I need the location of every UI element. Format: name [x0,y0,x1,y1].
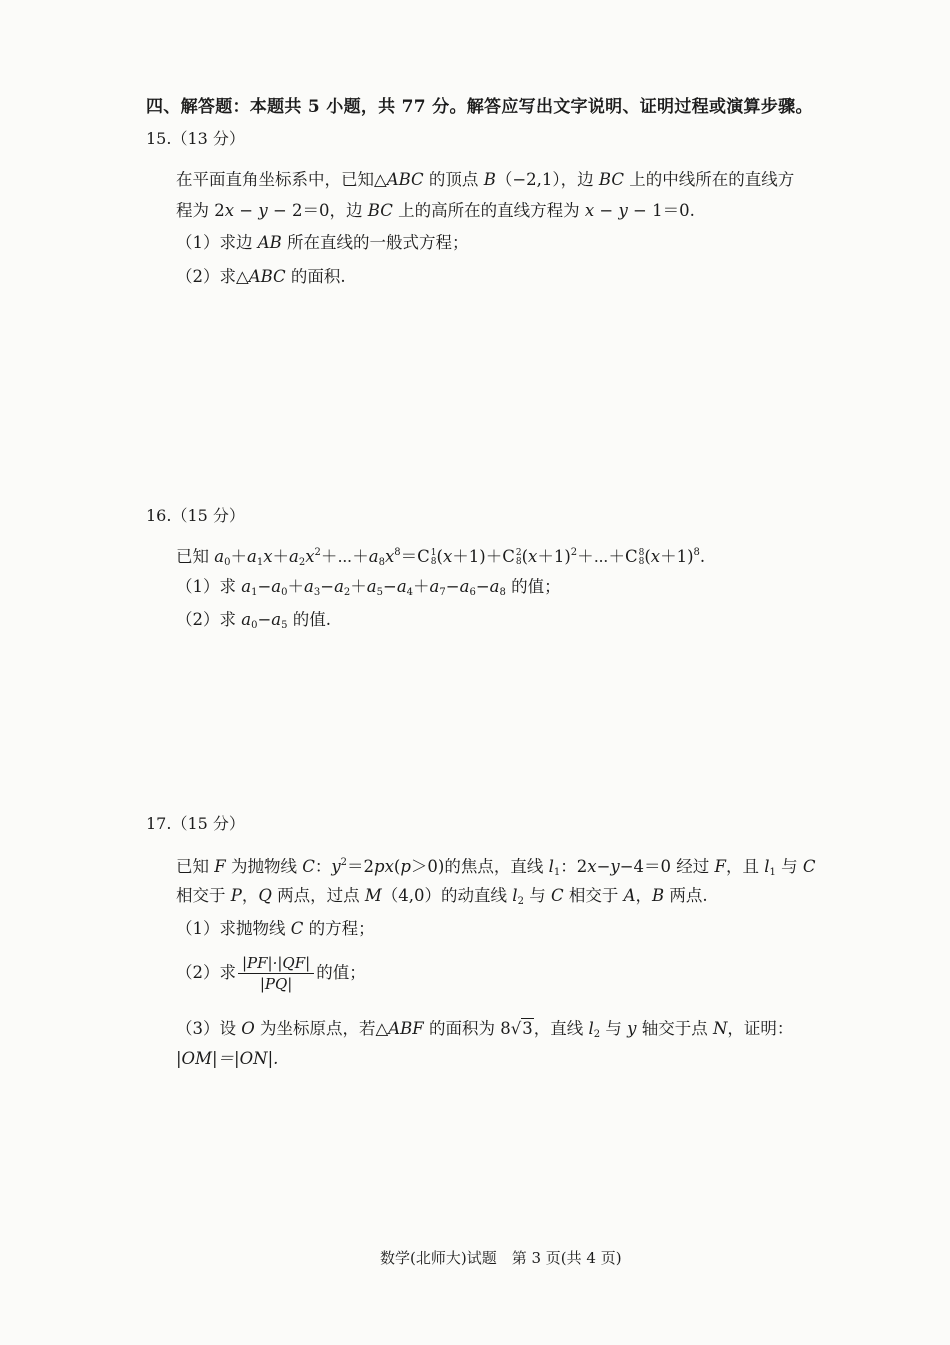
q15-part1: （1）求边 AB 所在直线的一般式方程； [176,233,469,252]
q17-part3: （3）设 O 为坐标原点，若△ABF 的面积为 8√3，直线 $l_2$ 与 y 轴交于点 N，证明： [176,1019,794,1040]
q17-part1: （1）求抛物线 C 的方程； [176,919,375,938]
q17-part2: （2）求 $\frac{|PF|\cdot|QF|}{|PQ|}$ 的值； [176,954,366,993]
q16-part2: （2）求 $a_0-a_5$ 的值. [176,610,332,631]
q17-stem-line2: 相交于 P，Q 两点，过点 M（4,0）的动直线 $l_2$ 与 C 相交于 A，B 两点. [176,886,708,907]
q16-number: 16.（15 分） [146,506,245,525]
q17-fraction: $\frac{|PF|\cdot|QF|}{|PQ|}$ [238,954,314,993]
q16-part1: （1）求 $a_1-a_0+a_3-a_2+a_5-a_4+a_7-a_6-a_8$ 的值； [176,577,561,598]
q15-stem-line1: 在平面直角坐标系中，已知△ABC 的顶点 B（−2,1），边 BC 上的中线所在的直线方 [176,170,795,189]
q17-stem-line1: 已知 F 为抛物线 C：$y^2=2px(p>0)$的焦点，直线 $l_1$：2x−y−4＝0 经过 F，且 $l_1$ 与 C [176,857,816,878]
q16-stem: 已知 $a_0+a_1x+a_2x^2+\cdots+a_8x^8=C$ 1 8 (x＋1)＋C 2 8 $(x+1)^2+\cdots+C$ 8 8 $(x+1)^8$. [176,547,706,568]
q15-part2: （2）求△ABC 的面积. [176,267,346,286]
q17-conclusion: |OM|＝|ON|. [176,1049,279,1068]
section-heading: 四、解答题：本题共 5 小题，共 77 分。解答应写出文字说明、证明过程或演算步骤。 [146,97,813,117]
q15-stem-line2: 程为 2x − y − 2＝0，边 BC 上的高所在的直线方程为 x − y − 1＝0. [176,201,695,220]
q17-number: 17.（15 分） [146,814,245,833]
sqrt-symbol: √3 [510,1019,533,1038]
q15-number: 15.（13 分） [146,129,245,148]
page-footer: 数学(北师大)试题 第 3 页(共 4 页) [380,1249,622,1267]
